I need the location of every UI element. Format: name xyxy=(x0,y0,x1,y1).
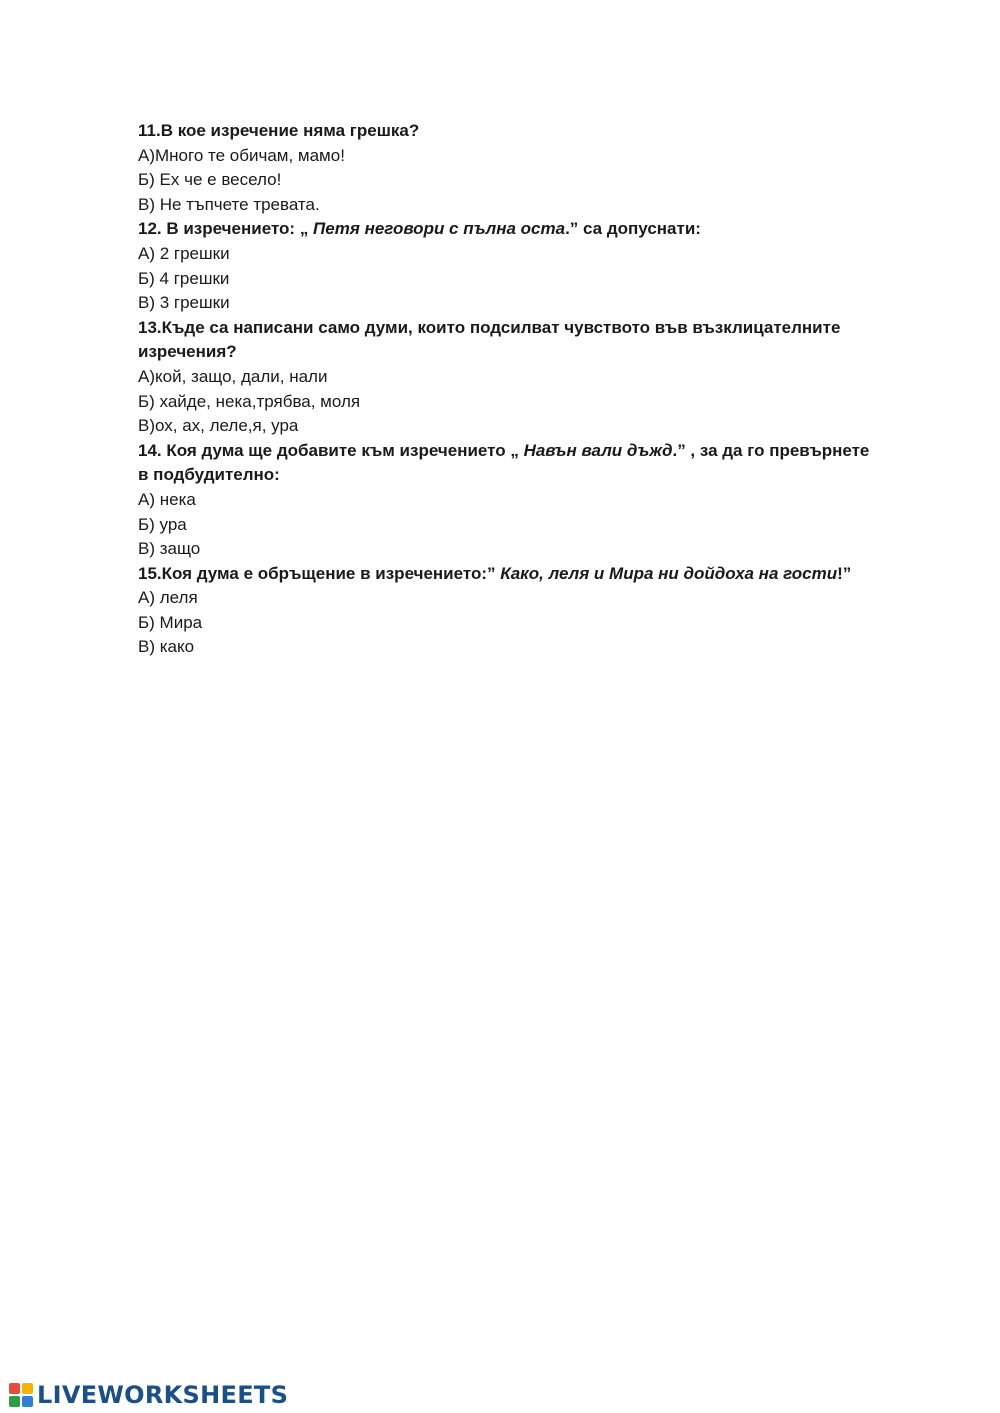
question-text xyxy=(138,316,878,365)
option-b: Б) 4 грешки xyxy=(138,268,230,288)
question-12-text-start: 12. В изречението: „ xyxy=(138,219,314,239)
option-a: А)кой, защо, дали, нали xyxy=(138,366,328,386)
question-text xyxy=(138,119,878,144)
question-12 xyxy=(138,217,878,315)
option-b: Б) ура xyxy=(138,514,187,534)
option-c: В) 3 грешки xyxy=(138,293,230,313)
question-14-text-start: 14. Коя дума ще добавите към изречението „ xyxy=(138,440,524,460)
question-14-quoted-sentence: Навън вали дъжд xyxy=(523,440,673,460)
option-c: В) како xyxy=(138,637,195,657)
worksheet xyxy=(138,119,878,660)
option-a: А) леля xyxy=(138,588,198,608)
question-12-text-end: .” са допуснати: xyxy=(565,219,701,239)
question-15 xyxy=(138,562,878,660)
liveworksheets-logo-text: LIVEWORKSHEETS xyxy=(37,1381,289,1409)
option-b: Б) Ех че е весело! xyxy=(138,170,282,190)
question-15-quoted-sentence: Како, леля и Мира ни дойдоха на гости xyxy=(500,563,838,583)
option-a: А)Много те обичам, мамо! xyxy=(138,145,345,165)
option-c: В) защо xyxy=(138,539,201,559)
liveworksheets-logo-icon xyxy=(8,1382,34,1408)
option-c: В) Не тъпчете тревата. xyxy=(138,194,320,214)
question-12-quoted-sentence: Петя неговори с пълна оста xyxy=(313,219,566,239)
option-b: Б) хайде, нека,трябва, моля xyxy=(138,391,361,411)
liveworksheets-logo xyxy=(8,1382,288,1408)
question-14 xyxy=(138,439,878,562)
option-a: А) нека xyxy=(138,489,196,509)
question-11 xyxy=(138,119,878,217)
question-text xyxy=(138,562,878,587)
question-11-text: 11.В кое изречение няма грешка? xyxy=(138,121,420,140)
question-text xyxy=(138,439,878,488)
question-14-text-end: .” , за да го превърнете в подбудително: xyxy=(138,440,870,485)
question-15-text-start: 15.Коя дума е обръщение в изречението:” xyxy=(138,563,501,583)
question-15-text-end: !” xyxy=(837,563,852,583)
option-c: В)ох, ах, леле,я, ура xyxy=(138,416,299,436)
question-text xyxy=(138,217,878,242)
option-b: Б) Мира xyxy=(138,612,203,632)
question-13-text: 13.Къде са написани само думи, които подсилват чувството във възклицателните изречения? xyxy=(138,317,841,362)
question-13 xyxy=(138,316,878,439)
option-a: А) 2 грешки xyxy=(138,243,230,263)
